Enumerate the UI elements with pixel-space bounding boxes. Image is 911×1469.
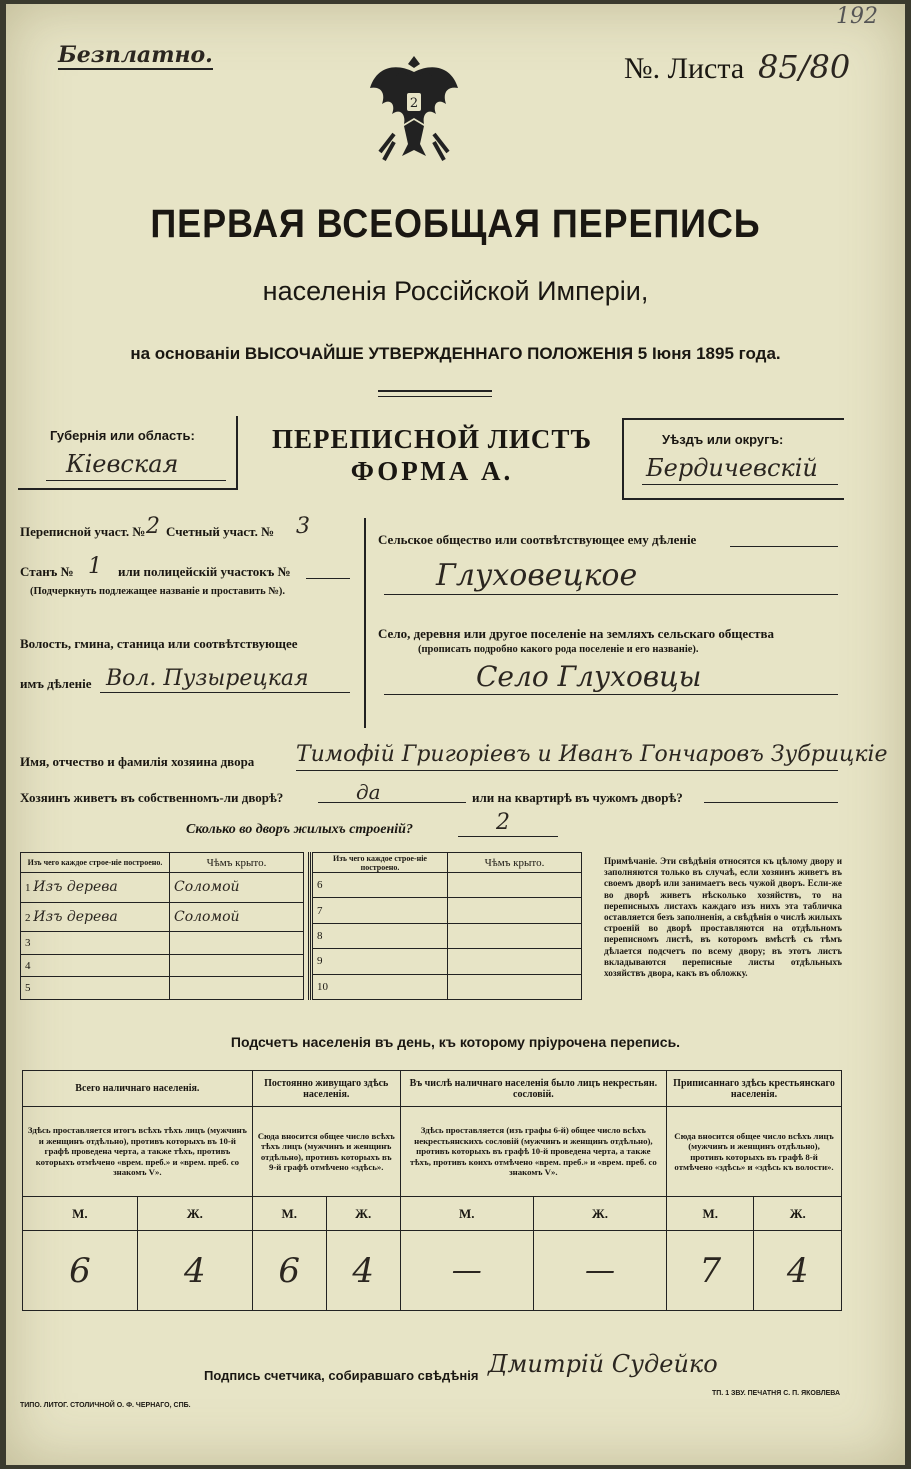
- group-head-non-peasant: Въ числѣ наличнаго населенія было лицъ некрестьян. сословій.: [400, 1071, 666, 1107]
- male-header: М.: [400, 1197, 533, 1231]
- rural-society-label: Сельское общество или соотвѣтствующее ему дѣленіе: [378, 532, 697, 547]
- roof-value: [448, 974, 582, 999]
- owner-label: Имя, отчество и фамилія хозяина двора: [20, 754, 255, 769]
- total-male-value: 6: [23, 1231, 138, 1311]
- female-header: Ж.: [326, 1197, 400, 1231]
- buildings-underline: [458, 836, 558, 837]
- group-desc-total: Здѣсь проставляется итогъ всѣхъ тѣхъ лицъ (мужчинъ и женщинъ отдѣльно), противъ которыхъ въ 10-й графѣ проведена черта, а также тѣхъ, противъ которыхъ отмѣчено «врем. преб.» и «врем. преб. со знакомъ V».: [23, 1107, 253, 1197]
- group-desc-permanent: Сюда вносится общее число всѣхъ тѣхъ лицъ (мужчинъ и женщинъ отдѣльно), противъ которыхъ въ 9-й графѣ отмѣчено «здѣсь».: [252, 1107, 400, 1197]
- sheet-number-value: 85/80: [758, 48, 851, 86]
- buildings-label: Сколько во дворъ жилыхъ строеній?: [186, 822, 413, 837]
- corner-number: 192: [836, 4, 878, 29]
- ornament-divider: [378, 390, 492, 397]
- building-row-7: 7: [313, 898, 448, 923]
- police-district-label: или полицейскій участокъ №: [118, 564, 291, 579]
- non-peasant-female-value: —: [533, 1231, 666, 1311]
- buildings-table-left: [20, 852, 304, 1000]
- form-title: ПЕРЕПИСНОЙ ЛИСТЪ: [271, 424, 593, 454]
- stan-value: 1: [88, 554, 102, 579]
- group-head-peasant: Приписаннаго здѣсь крестьянскаго населенія.: [667, 1071, 842, 1107]
- own-yard-underline: [318, 802, 466, 803]
- roof-value: Соломой: [170, 873, 304, 903]
- building-row-1: [21, 873, 170, 903]
- row-number: 1: [25, 882, 31, 895]
- female-header: Ж.: [137, 1197, 252, 1231]
- owner-value: Тимофій Григоріевъ и Иванъ Гончаровъ Зубрицкіе: [296, 742, 888, 767]
- svg-text:2: 2: [409, 96, 419, 111]
- province-value: Кіевская: [66, 450, 179, 478]
- roof-value: Соломой: [170, 902, 304, 932]
- signature-value: Дмитрій Судейко: [488, 1350, 718, 1378]
- basis-line: на основаніи ВЫСОЧАЙШЕ УТВЕРЖДЕННАГО ПОЛОЖЕНІЯ 5 Іюня 1895 года.: [130, 344, 781, 363]
- province-label: Губернія или область:: [50, 428, 195, 443]
- volost-value: Вол. Пузырецкая: [106, 666, 309, 691]
- free-label: Безплатно.: [58, 42, 213, 68]
- district-label: Уѣздъ или округъ:: [662, 432, 784, 447]
- roof-header: Чѣмъ крыто.: [448, 853, 582, 873]
- material-header: Изъ чего каждое строе-ніе построено.: [21, 853, 170, 873]
- block-divider: [364, 518, 366, 728]
- village-label: Село, деревня или другое поселеніе на земляхъ сельскаго общества: [378, 626, 774, 641]
- roof-value: [448, 949, 582, 974]
- material-header: Изъ чего каждое строе-ніе построено.: [313, 853, 448, 873]
- peasant-female-value: 4: [754, 1231, 842, 1311]
- stan-label: Станъ №: [20, 564, 74, 579]
- sheet-number-label: №. Листа: [624, 52, 745, 85]
- district-value: Бердичевскій: [646, 454, 818, 482]
- village-value: Село Глуховцы: [476, 660, 702, 693]
- printer-right: ТП. 1 ЗВУ. ПЕЧАТНЯ С. П. ЯКОВЛЕВА: [712, 1390, 841, 1397]
- material-value: Изъ дерева: [33, 908, 118, 925]
- form-subtitle: ФОРМА А.: [350, 456, 514, 486]
- roof-value: [170, 977, 304, 1000]
- building-row-10: 10: [313, 974, 448, 999]
- group-desc-peasant: Сюда вносится общее число всѣхъ лицъ (мужчинъ и женщинъ отдѣльно), противъ которыхъ въ графѣ 8-й отмѣчено «здѣсь» и «здѣсь къ волости».: [667, 1107, 842, 1197]
- owner-underline: [296, 770, 838, 771]
- buildings-value: 2: [496, 810, 510, 835]
- roof-value: [448, 873, 582, 898]
- building-row-4: 4: [21, 954, 170, 977]
- row-number: 2: [25, 911, 31, 924]
- own-yard-label: Хозяинъ живетъ въ собственномъ-ли дворѣ?: [20, 790, 284, 805]
- female-header: Ж.: [533, 1197, 666, 1231]
- volost-label: Волость, гмина, станица или соотвѣтствующее: [20, 636, 298, 651]
- building-row-3: 3: [21, 932, 170, 955]
- count-title: Подсчетъ населенія въ день, къ которому пріурочена перепись.: [230, 1034, 681, 1050]
- page-title: ПЕРВАЯ ВСЕОБЩАЯ ПЕРЕПИСЬ: [150, 202, 761, 246]
- volost-underline: [100, 692, 350, 693]
- police-underline: [306, 578, 350, 579]
- stan-note: (Подчеркнуть подлежащее названіе и проставить №).: [30, 586, 285, 597]
- village-underline: [384, 694, 838, 695]
- volost-label-2: имъ дѣленіе: [20, 676, 92, 691]
- double-headed-eagle-emblem: [364, 48, 464, 178]
- signature-label: Подпись счетчика, собиравшаго свѣдѣнія: [204, 1368, 479, 1383]
- roof-value: [170, 932, 304, 955]
- material-value: Изъ дерева: [33, 879, 118, 896]
- roof-value: [448, 923, 582, 948]
- building-row-5: 5: [21, 977, 170, 1000]
- male-header: М.: [667, 1197, 754, 1231]
- building-row-6: 6: [313, 873, 448, 898]
- rural-society-value: Глуховецкое: [436, 558, 638, 593]
- counting-section-label: Счетный участ. №: [166, 524, 275, 539]
- female-header: Ж.: [754, 1197, 842, 1231]
- remark-note: Примѣчаніе. Эти свѣдѣнія относятся къ цѣлому двору и заполняются только въ случаѣ, если хозяинъ живетъ въ своемъ дворѣ или занимаетъ весь чужой дворъ. Если-же во дворѣ живетъ нѣсколько хозяйствъ, то на переписныхъ листахъ каждаго изъ нихъ эта табличка оставляется безъ заполненія, а свѣдѣнія о числѣ жилыхъ строеній во дворѣ проставляются на отдѣльномъ переписномъ листѣ, въ которомъ вмѣстѣ съ тѣмъ дѣлается подсчетъ по всему двору; въ этотъ листъ вкладываются переписные листы отдѣльныхъ хозяйствъ двора, какъ въ обложку.: [604, 856, 842, 979]
- group-head-total: Всего наличнаго населенія.: [23, 1071, 253, 1107]
- district-underline: [642, 484, 838, 485]
- group-head-permanent: Постоянно живущаго здѣсь населенія.: [252, 1071, 400, 1107]
- own-yard-value: да: [356, 780, 381, 804]
- printer-left: ТИПО. ЛИТОГ. СТОЛИЧНОЙ О. Ф. ЧЕРНАГО, СПБ.: [20, 1402, 191, 1409]
- building-row-8: 8: [313, 923, 448, 948]
- page-subtitle: населенія Россійской Имперіи,: [262, 276, 649, 306]
- census-section-value: 2: [146, 514, 160, 539]
- roof-header: Чѣмъ крыто.: [170, 853, 304, 873]
- roof-value: [170, 954, 304, 977]
- census-sheet: [6, 4, 905, 1465]
- population-count-table: [22, 1070, 842, 1311]
- census-section-label: Переписной участ. №: [20, 524, 146, 539]
- male-header: М.: [252, 1197, 326, 1231]
- village-note: (прописать подробно какого рода поселеніе и его названіе).: [418, 644, 699, 655]
- total-female-value: 4: [137, 1231, 252, 1311]
- roof-value: [448, 898, 582, 923]
- permanent-female-value: 4: [326, 1231, 400, 1311]
- permanent-male-value: 6: [252, 1231, 326, 1311]
- counting-section-value: 3: [296, 514, 310, 539]
- province-underline: [46, 480, 226, 481]
- buildings-table-right: [312, 852, 582, 1000]
- apartment-label: или на квартирѣ въ чужомъ дворѣ?: [472, 790, 683, 805]
- male-header: М.: [23, 1197, 138, 1231]
- building-row-2: [21, 902, 170, 932]
- group-desc-non-peasant: Здѣсь проставляется (изъ графы 6-й) общее число всѣхъ некрестьянскихъ сословій (мужчинъ и женщинъ отдѣльно), противъ которыхъ въ графѣ 10-й проведена черта, а также тѣхъ, противъ коихъ отмѣчено «врем. преб.» и «врем. преб. со знакомъ V».: [400, 1107, 666, 1197]
- building-row-9: 9: [313, 949, 448, 974]
- rural-society-underline-2: [384, 594, 838, 595]
- table-divider: [308, 852, 311, 1000]
- non-peasant-male-value: —: [400, 1231, 533, 1311]
- peasant-male-value: 7: [667, 1231, 754, 1311]
- apartment-underline: [704, 802, 838, 803]
- rural-society-underline-1: [730, 546, 838, 547]
